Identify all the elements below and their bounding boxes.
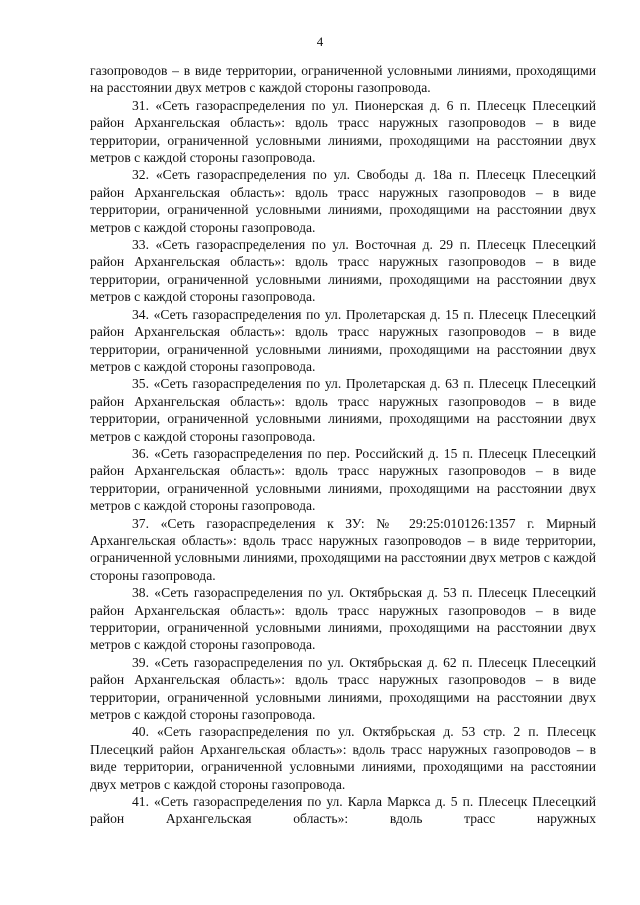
list-item-41: 41. «Сеть газораспределения по ул. Карла Маркса д. 5 п. Плесецк Плесецкий район Архангельская область»: вдоль трасс наружных xyxy=(90,794,596,827)
list-item-39: 39. «Сеть газораспределения по ул. Октябрьская д. 62 п. Плесецк Плесецкий район Архангельская область»: вдоль трасс наружных газопроводов – в виде территории, ограниченной условными линиями, проходящими на расстоянии двух метров с каждой стороны газопровода. xyxy=(90,654,596,723)
list-item-34: 34. «Сеть газораспределения по ул. Пролетарская д. 15 п. Плесецк Плесецкий район Архангельская область»: вдоль трасс наружных газопроводов – в виде территории, ограниченной условными линиями, проходящими на расстоянии двух метров с каждой стороны газопровода. xyxy=(90,306,596,374)
list-item-31: 31. «Сеть газораспределения по ул. Пионерская д. 6 п. Плесецк Плесецкий район Архангельская область»: вдоль трасс наружных газопроводов – в виде территории, ограниченной условными линиями, проходящими на расстоянии двух метров с каждой стороны газопровода. xyxy=(90,97,596,166)
list-item-32: 32. «Сеть газораспределения по ул. Свободы д. 18а п. Плесецк Плесецкий район Архангельская область»: вдоль трасс наружных газопроводов – в виде территории, ограниченной условными линиями, проходящими на расстоянии двух метров с каждой стороны газопровода. xyxy=(90,167,596,235)
list-item-38: 38. «Сеть газораспределения по ул. Октябрьская д. 53 п. Плесецк Плесецкий район Архангельская область»: вдоль трасс наружных газопроводов – в виде территории, ограниченной условными линиями, проходящими на расстоянии двух метров с каждой стороны газопровода. xyxy=(90,585,596,653)
list-item-37: 37. «Сеть газораспределения к ЗУ: № 29:25:010126:1357 г. Мирный Архангельская область»: вдоль трасс наружных газопроводов – в виде территории, ограниченной условными линиями, проходящими на расстоянии двух метров с каждой стороны газопровода. xyxy=(90,515,596,583)
page-number: 4 xyxy=(316,34,324,49)
list-item-36: 36. «Сеть газораспределения по пер. Российский д. 15 п. Плесецк Плесецкий район Архангельская область»: вдоль трасс наружных газопроводов – в виде территории, ограниченной условными линиями, проходящими на расстоянии двух метров с каждой стороны газопровода. xyxy=(90,445,596,514)
list-item-35: 35. «Сеть газораспределения по ул. Пролетарская д. 63 п. Плесецк Плесецкий район Архангельская область»: вдоль трасс наружных газопроводов – в виде территории, ограниченной условными линиями, проходящими на расстоянии двух метров с каждой стороны газопровода. xyxy=(90,376,596,444)
continuation-paragraph: газопроводов – в виде территории, ограниченной условными линиями, проходящими на расстоянии двух метров с каждой стороны газопровода. xyxy=(90,63,596,96)
list-item-40: 40. «Сеть газораспределения по ул. Октябрьская д. 53 стр. 2 п. Плесецк Плесецкий район Архангельская область»: вдоль трасс наружных газопроводов – в виде территории, ограниченной условными линиями, проходящими на расстоянии двух метров с каждой стороны газопровода. xyxy=(90,724,596,792)
list-item-33: 33. «Сеть газораспределения по ул. Восточная д. 29 п. Плесецк Плесецкий район Архангельская область»: вдоль трасс наружных газопроводов – в виде территории, ограниченной условными линиями, проходящими на расстоянии двух метров с каждой стороны газопровода. xyxy=(90,237,596,305)
document-body xyxy=(90,62,596,828)
